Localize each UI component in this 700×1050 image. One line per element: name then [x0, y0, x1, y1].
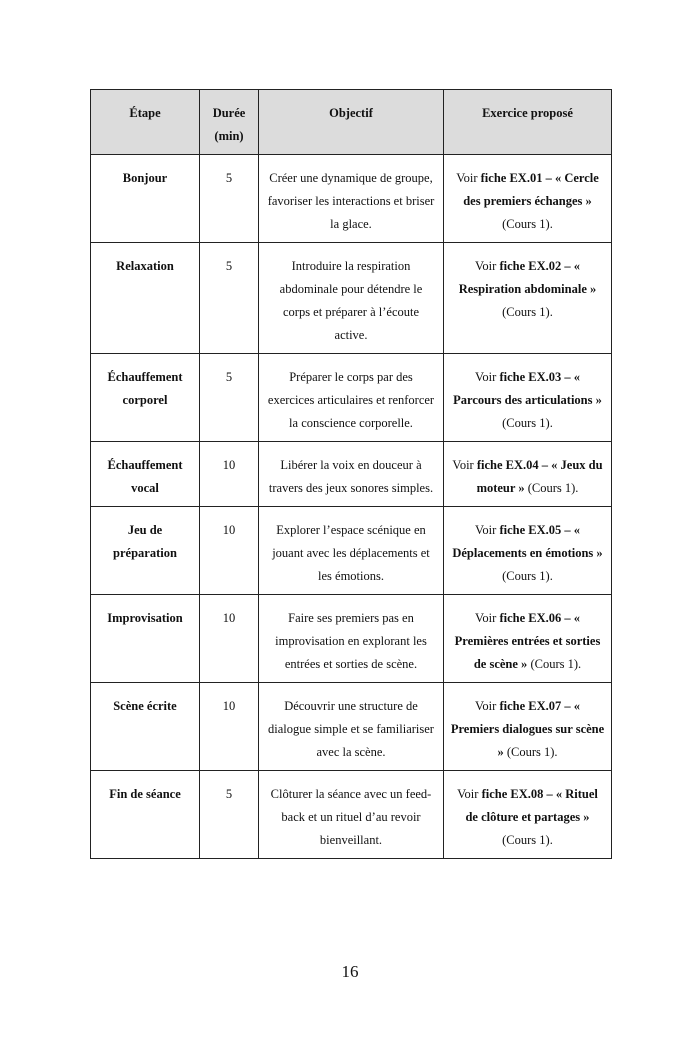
- objective-cell: Explorer l’espace scénique en jouant avec les déplacements et les émotions.: [259, 507, 444, 595]
- page-number: 16: [341, 962, 359, 981]
- exercise-prefix: Voir: [475, 259, 500, 273]
- objective-cell: Libérer la voix en douceur à travers des jeux sonores simples.: [259, 442, 444, 507]
- table-header: [91, 90, 612, 155]
- duration-cell: 5: [200, 243, 259, 354]
- exercise-cell: [444, 683, 612, 771]
- objective-cell: Clôturer la séance avec un feed-back et un rituel d’au revoir bienveillant.: [259, 771, 444, 859]
- exercise-suffix: (Cours 1).: [502, 305, 553, 319]
- exercise-reference: fiche EX.03 – « Parcours des articulations »: [453, 370, 602, 407]
- duration-cell: 5: [200, 771, 259, 859]
- table-body: [91, 155, 612, 859]
- table-row: [91, 507, 612, 595]
- exercise-suffix: (Cours 1).: [502, 416, 553, 430]
- exercise-cell: [444, 771, 612, 859]
- duration-cell: 10: [200, 507, 259, 595]
- stage-cell: Bonjour: [91, 155, 200, 243]
- duration-cell: 5: [200, 155, 259, 243]
- exercise-cell: [444, 243, 612, 354]
- exercise-prefix: Voir: [452, 458, 477, 472]
- exercise-suffix: (Cours 1).: [502, 833, 553, 847]
- exercise-cell: [444, 442, 612, 507]
- stage-cell: Relaxation: [91, 243, 200, 354]
- header-exercise: Exercice proposé: [444, 90, 612, 155]
- exercise-prefix: Voir: [475, 699, 500, 713]
- session-plan-table: [90, 89, 612, 859]
- objective-cell: Introduire la respiration abdominale pour détendre le corps et préparer à l’écoute active.: [259, 243, 444, 354]
- table-row: [91, 243, 612, 354]
- table-row: [91, 683, 612, 771]
- duration-cell: 10: [200, 683, 259, 771]
- stage-cell: Échauffement corporel: [91, 354, 200, 442]
- table-row: [91, 354, 612, 442]
- objective-cell: Découvrir une structure de dialogue simple et se familiariser avec la scène.: [259, 683, 444, 771]
- objective-cell: Faire ses premiers pas en improvisation en explorant les entrées et sorties de scène.: [259, 595, 444, 683]
- exercise-suffix: (Cours 1).: [527, 657, 582, 671]
- exercise-reference: fiche EX.01 – « Cercle des premiers échanges »: [463, 171, 599, 208]
- table-row: [91, 771, 612, 859]
- stage-cell: Échauffement vocal: [91, 442, 200, 507]
- exercise-reference: fiche EX.02 – « Respiration abdominale »: [458, 259, 597, 296]
- stage-cell: Jeu de préparation: [91, 507, 200, 595]
- table-row: [91, 442, 612, 507]
- duration-cell: 5: [200, 354, 259, 442]
- stage-cell: Scène écrite: [91, 683, 200, 771]
- header-stage: Étape: [91, 90, 200, 155]
- exercise-reference: fiche EX.07 – « Premiers dialogues sur scène »: [450, 699, 605, 759]
- duration-cell: 10: [200, 595, 259, 683]
- header-objective: Objectif: [259, 90, 444, 155]
- stage-cell: Fin de séance: [91, 771, 200, 859]
- objective-cell: Préparer le corps par des exercices articulaires et renforcer la conscience corporelle.: [259, 354, 444, 442]
- table-row: [91, 595, 612, 683]
- exercise-cell: [444, 595, 612, 683]
- header-duration: Durée (min): [200, 90, 259, 155]
- header-row: [91, 90, 612, 155]
- exercise-prefix: Voir: [475, 523, 500, 537]
- exercise-prefix: Voir: [457, 787, 482, 801]
- exercise-suffix: (Cours 1).: [524, 481, 579, 495]
- exercise-prefix: Voir: [475, 611, 500, 625]
- objective-cell: Créer une dynamique de groupe, favoriser les interactions et briser la glace.: [259, 155, 444, 243]
- exercise-cell: [444, 354, 612, 442]
- exercise-prefix: Voir: [456, 171, 481, 185]
- stage-cell: Improvisation: [91, 595, 200, 683]
- exercise-suffix: (Cours 1).: [503, 745, 558, 759]
- exercise-reference: fiche EX.05 – « Déplacements en émotions »: [452, 523, 603, 560]
- exercise-cell: [444, 155, 612, 243]
- duration-cell: 10: [200, 442, 259, 507]
- exercise-suffix: (Cours 1).: [502, 569, 553, 583]
- table-row: [91, 155, 612, 243]
- exercise-reference: fiche EX.04 – « Jeux du moteur »: [476, 458, 603, 495]
- exercise-reference: fiche EX.08 – « Rituel de clôture et partages »: [465, 787, 598, 824]
- exercise-cell: [444, 507, 612, 595]
- exercise-suffix: (Cours 1).: [502, 217, 553, 231]
- exercise-prefix: Voir: [475, 370, 500, 384]
- exercise-reference: fiche EX.06 – « Premières entrées et sorties de scène »: [454, 611, 601, 671]
